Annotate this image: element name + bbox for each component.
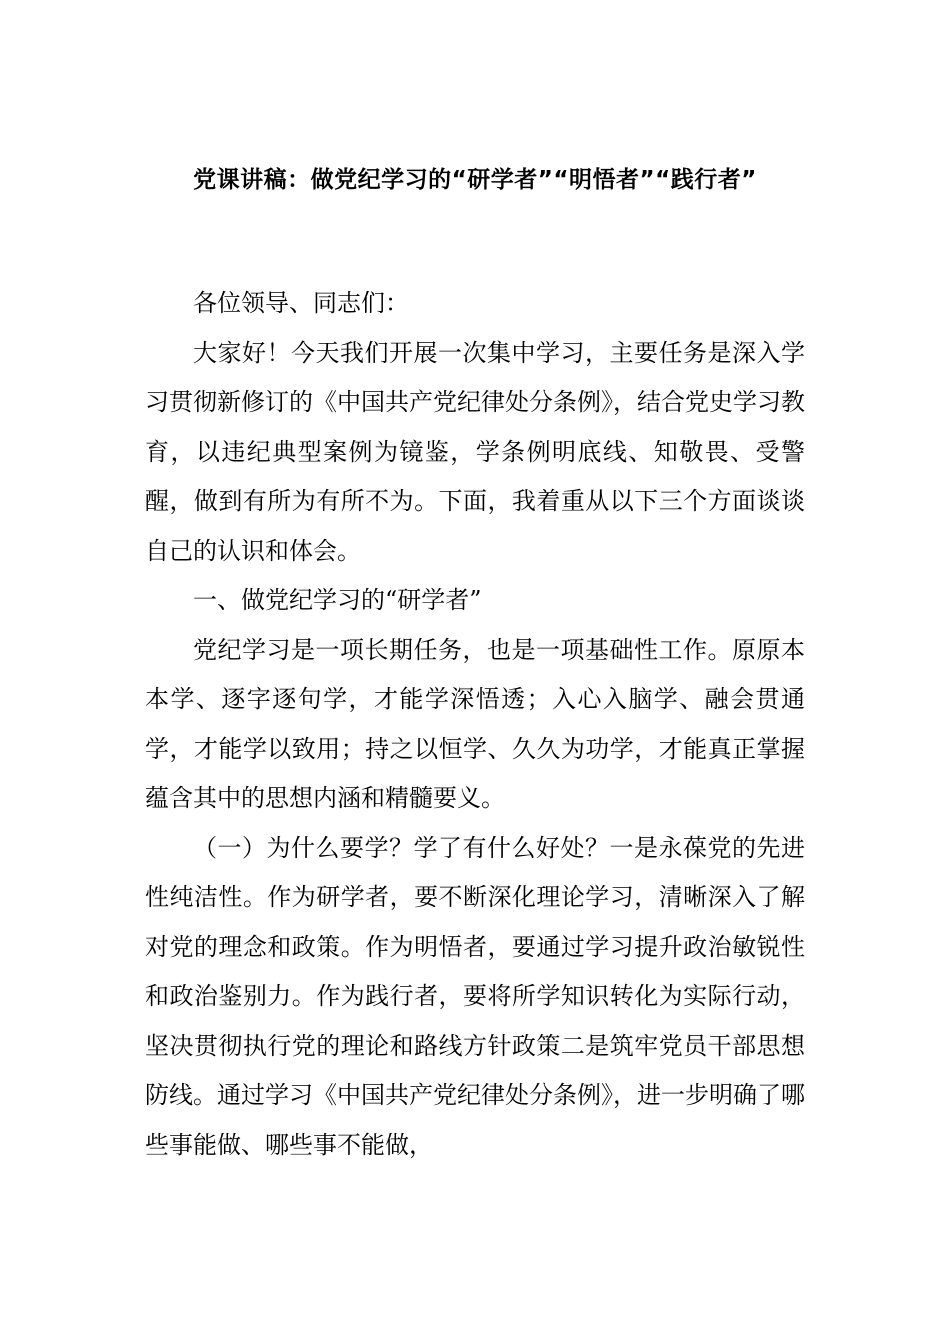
salutation-paragraph: 各位领导、同志们： [193,289,409,317]
body-paragraph: 党纪学习是一项长期任务，也是一项基础性工作。原原本本学、逐字逐句学，才能学深悟透；入心入脑学、融会贯通学，才能学以致用；持之以恒学、久久为功学，才能真正掌握蕴含其中的思想内涵和精髓要义。 [145,635,805,812]
document-body [145,279,805,1170]
intro-paragraph: 大家好！今天我们开展一次集中学习，主要任务是深入学习贯彻新修订的《中国共产党纪律处分条例》，结合党史学习教育，以违纪典型案例为镜鉴，学条例明底线、知敬畏、受警醒，做到有所为有所不为。下面，我着重从以下三个方面谈谈自己的认识和体会。 [145,338,805,565]
document-title: 党课讲稿：做党纪学习的“研学者”“明悟者”“践行者” [193,167,757,193]
section-heading-1: 一、做党纪学习的“研学者” [193,586,482,614]
body-paragraph: （一）为什么要学？学了有什么好处？一是永葆党的先进性纯洁性。作为研学者，要不断深化理论学习，清晰深入了解对党的理念和政策。作为明悟者，要通过学习提升政治敏锐性和政治鉴别力。作为践行者，要将所学知识转化为实际行动，坚决贯彻执行党的理论和路线方针政策二是筑牢党员干部思想防线。通过学习《中国共产党纪律处分条例》，进一步明确了哪些事能做、哪些事不能做， [145,833,805,1159]
